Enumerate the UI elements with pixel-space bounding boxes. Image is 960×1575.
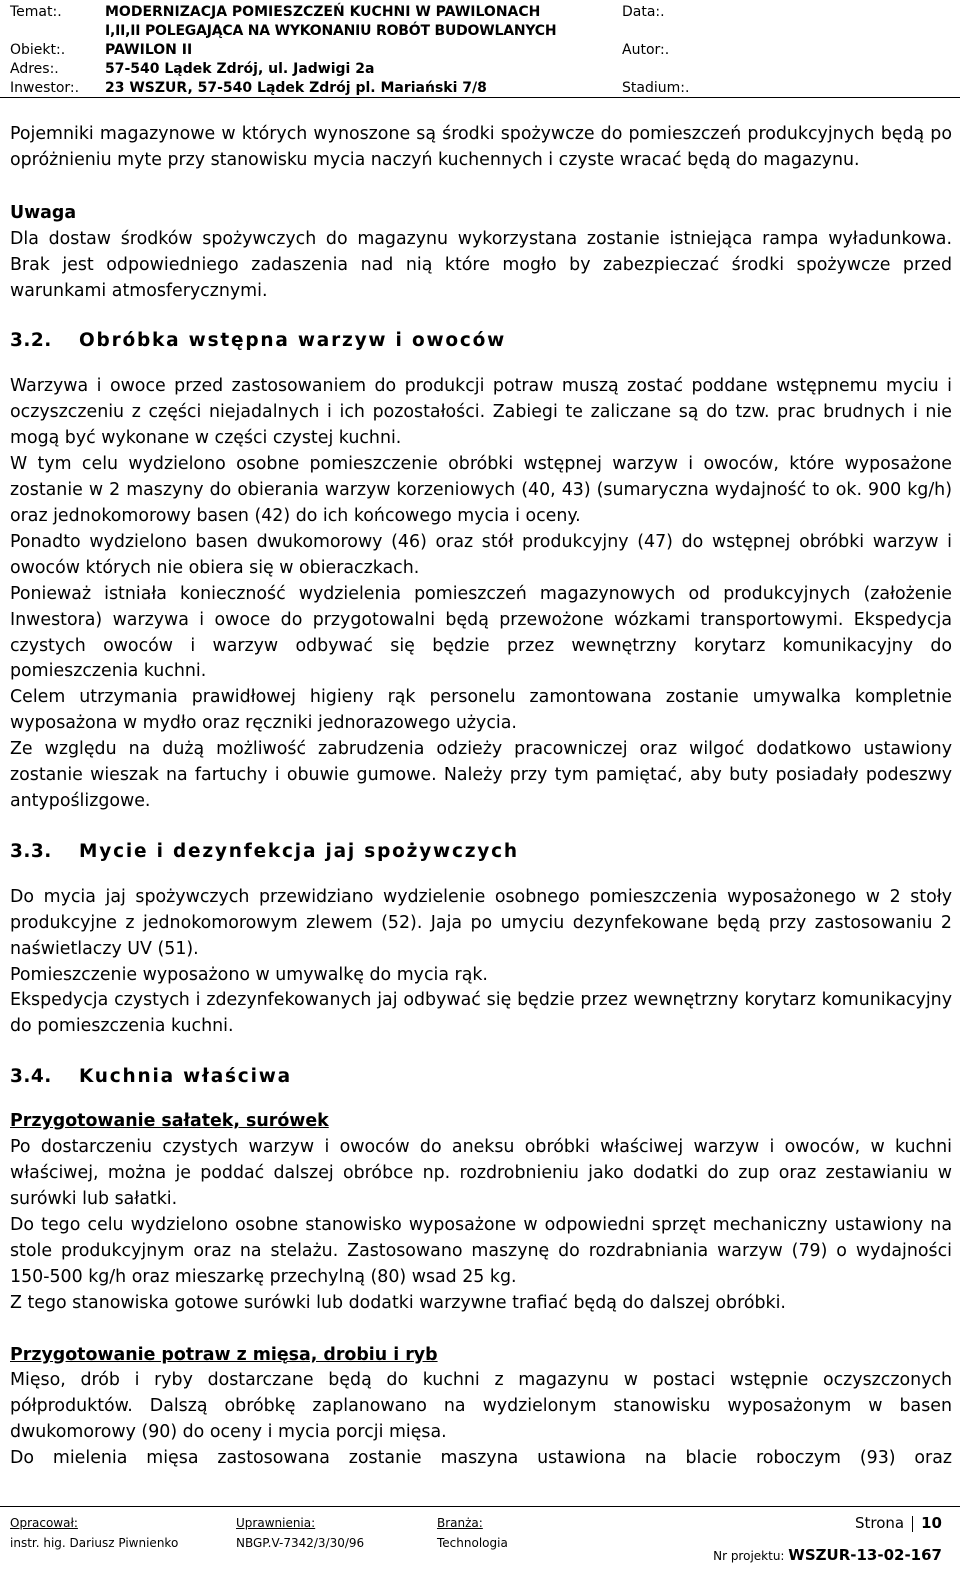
paragraph: Ze względu na dużą możliwość zabrudzenia odzieży pracowniczej oraz wilgoć dodatkowo ustawiony zostanie wieszak na fartuchy i obuwie gumowe. Należy przy tym pamiętać, aby buty posiadały podeszwy antypoślizgowe. bbox=[10, 739, 952, 811]
paragraph: Ekspedycja czystych i zdezynfekowanych jaj odbywać się będzie przez wewnętrzny korytarz komunikacyjny do pomieszczenia kuchni. bbox=[10, 990, 952, 1037]
paragraph: Mięso, drób i ryby dostarczane będą do kuchni z magazynu w postaci wstępnie oczyszczonych półproduktów. Dalszą obróbkę zaplanowano na wydzielonym stanowisku wyposażonym w basen dwukomorowy (90) do oceny i mycia porcji mięsa. bbox=[10, 1370, 952, 1443]
nr-projektu-value: WSZUR-13-02-167 bbox=[788, 1546, 942, 1564]
autor-label: Autor:. bbox=[622, 42, 670, 58]
adres-value: 57-540 Lądek Zdrój, ul. Jadwigi 2a bbox=[105, 61, 375, 77]
branza-label: Branża: bbox=[437, 1516, 483, 1530]
opracowal-label: Opracował: bbox=[10, 1516, 78, 1530]
page-number-divider bbox=[912, 1516, 913, 1532]
section-heading-3-4 bbox=[10, 1064, 952, 1090]
temat-label: Temat:. bbox=[10, 4, 62, 20]
paragraph: Po dostarczeniu czystych warzyw i owoców do aneksu obróbki właściwej warzyw i owoców, w kuchni właściwej, można je poddać dalszej obróbce np. rozdrobnieniu jako dodatki do zup oraz zestawianiu w surówki lub sałatki. bbox=[10, 1137, 952, 1209]
section-number: 3.4. bbox=[10, 1066, 52, 1088]
paragraph: Celem utrzymania prawidłowej higieny rąk personelu zamontowana zostanie umywalka kompletnie wyposażona w mydło oraz ręczniki jednorazowego użycia. bbox=[10, 687, 952, 734]
paragraph-intro: Pojemniki magazynowe w których wynoszone są środki spożywcze do pomieszczeń produkcyjnych będą po opróżnieniu myte przy stanowisku mycia naczyń kuchennych i czyste wracać będą do magazynu. bbox=[10, 124, 952, 170]
temat-value-line1: MODERNIZACJA POMIESZCZEŃ KUCHNI W PAWILONACH bbox=[105, 4, 541, 20]
paragraph: Z tego stanowiska gotowe surówki lub dodatki warzywne trafiać będą do dalszej obróbki. bbox=[10, 1292, 786, 1313]
project-number bbox=[713, 1545, 942, 1566]
uwaga-heading: Uwaga bbox=[10, 202, 77, 223]
document-body bbox=[10, 122, 952, 1472]
nr-projektu-label: Nr projektu: bbox=[713, 1549, 785, 1563]
footer-opracowal bbox=[10, 1513, 178, 1553]
uprawnienia-label: Uprawnienia: bbox=[236, 1516, 316, 1530]
page-header bbox=[0, 0, 960, 98]
strona-value: 10 bbox=[921, 1514, 942, 1532]
section-number: 3.3. bbox=[10, 840, 52, 862]
strona-label: Strona bbox=[855, 1514, 905, 1532]
section-title: Obróbka wstępna warzyw i owoców bbox=[79, 330, 507, 352]
subsection-heading-salatki: Przygotowanie sałatek, surówek bbox=[10, 1111, 329, 1132]
footer-uprawnienia bbox=[236, 1513, 364, 1553]
branza-value: Technologia bbox=[437, 1536, 508, 1550]
page-number bbox=[855, 1513, 942, 1533]
stadium-label: Stadium:. bbox=[622, 80, 690, 96]
opracowal-value: instr. hig. Dariusz Piwnienko bbox=[10, 1536, 179, 1550]
paragraph: Pomieszczenie wyposażono w umywalkę do mycia rąk. bbox=[10, 964, 488, 985]
paragraph: W tym celu wydzielono osobne pomieszczenie obróbki wstępnej warzyw i owoców, które wyposażone zostanie w 2 maszyny do obierania warzyw korzeniowych (40, 43) (sumaryczna wydajność to ok. 900 kg/h) oraz jednokomorowy basen (42) do ich końcowego mycia i oceny. bbox=[10, 454, 952, 526]
page-footer bbox=[0, 1506, 960, 1575]
section-heading-3-3 bbox=[10, 839, 952, 865]
paragraph: Do mielenia mięsa zastosowana zostanie maszyna ustawiona na blacie roboczym (93) oraz bbox=[10, 1448, 952, 1469]
inwestor-label: Inwestor:. bbox=[10, 80, 80, 96]
section-title: Kuchnia właściwa bbox=[79, 1066, 292, 1088]
subsection-heading-mieso: Przygotowanie potraw z mięsa, drobiu i ryb bbox=[10, 1344, 438, 1365]
paragraph: Ponieważ istniała konieczność wydzielenia pomieszczeń magazynowych od produkcyjnych (założenie Inwestora) warzywa i owoce do przygotowalni będą przewożone wózkami transportowymi. Ekspedycja czystych owoców i warzyw odbywać się będzie przez wewnętrzny korytarz komunikacyjny do pomieszczenia kuchni. bbox=[10, 583, 952, 682]
obiekt-value: PAWILON II bbox=[105, 42, 193, 58]
data-label: Data:. bbox=[622, 4, 665, 20]
obiekt-label: Obiekt:. bbox=[10, 42, 66, 58]
section-title: Mycie i dezynfekcja jaj spożywczych bbox=[79, 840, 519, 862]
temat-value-line2: I,II,II POLEGAJĄCA NA WYKONANIU ROBÓT BUDOWLANYCH bbox=[105, 23, 557, 39]
paragraph: Warzywa i owoce przed zastosowaniem do produkcji potraw muszą zostać poddane wstępnemu myciu i oczyszczeniu z części niejadalnych i ich pozostałości. Zabiegi te zaliczane są do tzw. prac brudnych i nie mogą być wykonane w części czystej kuchni. bbox=[10, 376, 952, 449]
paragraph: Ponadto wydzielono basen dwukomorowy (46) oraz stół produkcyjny (47) do wstępnej obróbki warzyw i owoców których nie obiera się w obieraczkach. bbox=[10, 531, 952, 578]
inwestor-value: 23 WSZUR, 57-540 Lądek Zdrój pl. Mariański 7/8 bbox=[105, 80, 487, 96]
paragraph: Do tego celu wydzielono osobne stanowisko wyposażone w odpowiedni sprzęt mechaniczny ustawiony na stole produkcyjnym oraz na stelażu. Zastosowano maszynę do rozdrabniania warzyw (79) o wydajności 150-500 kg/h oraz mieszarkę przechylną (80) wsad 25 kg. bbox=[10, 1214, 952, 1287]
uwaga-paragraph: Dla dostaw środków spożywczych do magazynu wykorzystana zostanie istniejąca rampa wyładunkowa. Brak jest odpowiedniego zadaszenia nad nią które mogło by zabezpieczać środki spożywcze przed warunkami atmosferycznymi. bbox=[10, 228, 952, 301]
section-heading-3-2 bbox=[10, 328, 952, 354]
footer-branza bbox=[437, 1513, 508, 1553]
uprawnienia-value: NBGP.V-7342/3/30/96 bbox=[236, 1536, 365, 1550]
paragraph: Do mycia jaj spożywczych przewidziano wydzielenie osobnego pomieszczenia wyposażonego w 2 stoły produkcyjne z jednokomorowym zlewem (52). Jaja po umyciu dezynfekowane będą przy zastosowaniu 2 naświetlaczy UV (51). bbox=[10, 886, 952, 959]
adres-label: Adres:. bbox=[10, 61, 59, 77]
section-number: 3.2. bbox=[10, 330, 52, 352]
